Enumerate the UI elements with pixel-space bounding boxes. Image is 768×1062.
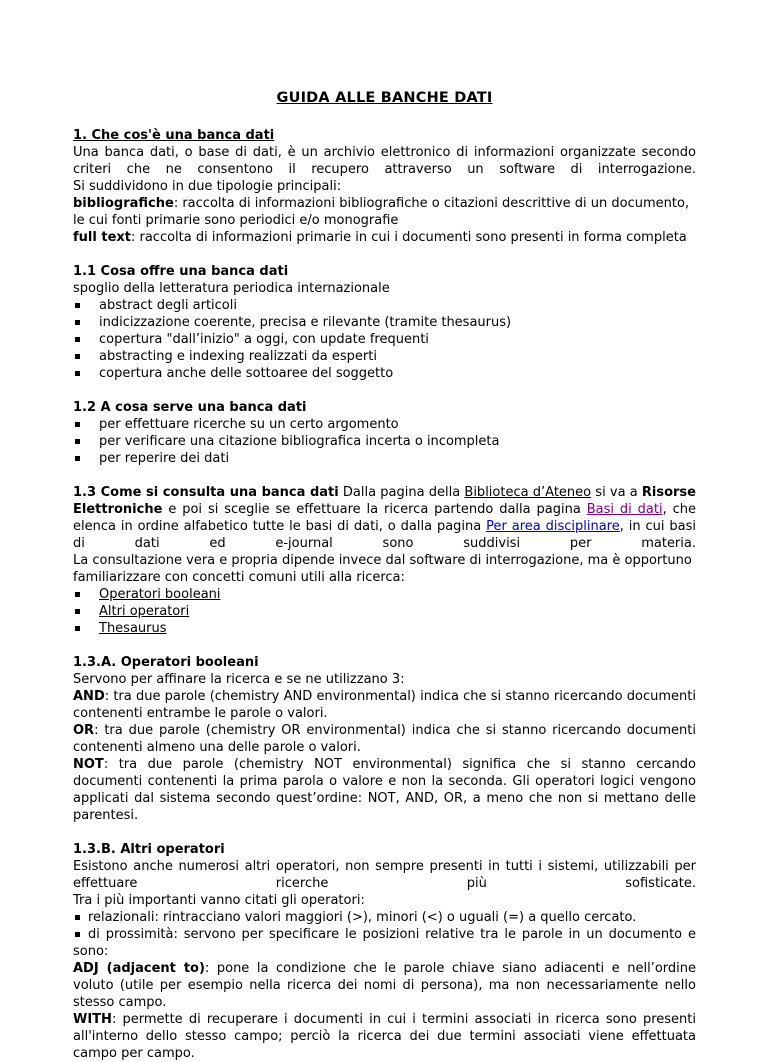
paragraph-line: all'interno dello stesso campo; perciò la ricerca dei due termini associati viene effettuata — [73, 1029, 696, 1044]
definition-and — [73, 688, 696, 705]
term-bibliografiche: bibliografiche — [73, 196, 174, 211]
list-item-prossimita: di prossimità: servono per specificare le posizioni relative tra le parole in un documento e — [73, 926, 696, 943]
text: : tra due parole (chemistry OR environmental) indica che si stanno ricercando documenti — [94, 723, 696, 738]
section-heading-1-3: 1.3 Come si consulta una banca dati — [73, 485, 339, 500]
paragraph-line: criteri che ne consentono il recupero attraverso un software di interrogazione. — [73, 162, 696, 177]
link-thesaurus[interactable]: Thesaurus — [99, 621, 167, 636]
definition-text: : raccolta di informazioni primarie in cui i documenti sono presenti in forma completa — [130, 230, 687, 245]
paragraph-line: Servono per affinare la ricerca e se ne utilizzano 3: — [73, 672, 405, 687]
list-item: per effettuare ricerche su un certo argomento — [73, 416, 696, 433]
term-with: WITH — [73, 1012, 112, 1027]
term-full-text: full text — [73, 230, 131, 245]
list-item: per reperire dei dati — [73, 450, 696, 467]
paragraph-line: applicati dal sistema secondo quest’ordine: NOT, AND, OR, a meno che non si mettano delle — [73, 791, 696, 806]
paragraph-line: effettuare ricerche più sofisticate. — [73, 876, 696, 891]
list-item-relazionali: relazionali: rintracciano valori maggiori (>), minori (<) o uguali (=) a quello cercato. — [73, 909, 696, 926]
definition-with — [73, 1011, 696, 1028]
link-basi-di-dati[interactable]: Basi di dati — [586, 502, 663, 517]
paragraph-line: spoglio della letteratura periodica internazionale — [73, 281, 390, 296]
link-biblioteca-ateneo[interactable]: Biblioteca d’Ateneo — [464, 485, 592, 500]
paragraph-line: familiarizzare con concetti comuni utili alla ricerca: — [73, 570, 405, 585]
text: e poi si sceglie se effettuare la ricerca partendo dalla pagina — [162, 502, 587, 517]
definition-full-text — [73, 229, 696, 246]
link-altri-operatori[interactable]: Altri operatori — [99, 604, 190, 619]
list-item: copertura anche delle sottoaree del soggetto — [73, 365, 696, 382]
definition-or — [73, 722, 696, 739]
text: : tra due parole (chemistry AND environmental) indica che si stanno ricercando documenti — [104, 689, 696, 704]
definition-not — [73, 756, 696, 773]
term-elettroniche: Elettroniche — [73, 502, 163, 517]
purpose-list — [73, 416, 696, 467]
offer-list — [73, 297, 696, 382]
paragraph-line — [73, 484, 696, 501]
list-item: abstracting e indexing realizzati da esperti — [73, 348, 696, 365]
paragraph-line — [73, 518, 696, 535]
paragraph-line: di dati ed e-journal sono suddivisi per materia. — [73, 536, 696, 551]
term-or: OR — [73, 723, 95, 738]
section-heading-1-2: 1.2 A cosa serve una banca dati — [73, 400, 307, 415]
paragraph-line: le cui fonti primarie sono periodici e/o monografie — [73, 213, 399, 228]
paragraph-line: documenti contenenti la prima parola o valore e non la seconda. Gli operatori logici vengono — [73, 774, 696, 789]
list-item: per verificare una citazione bibliografica incerta o incompleta — [73, 433, 696, 450]
paragraph-line: contenenti entrambe le parole o valori. — [73, 706, 328, 721]
paragraph-line: campo per campo. — [73, 1046, 195, 1061]
definition-text: : raccolta di informazioni bibliografiche o citazioni descrittive di un documento, — [173, 196, 690, 211]
paragraph-line: Tra i più importanti vanno citati gli operatori: — [73, 893, 365, 908]
page-title: GUIDA ALLE BANCHE DATI — [276, 90, 493, 106]
term-risorse: Risorse — [641, 485, 696, 500]
text: : tra due parole (chemistry NOT environmental) significa che si stanno cercando — [103, 757, 696, 772]
paragraph-line: Una banca dati, o base di dati, è un archivio elettronico di informazioni organizzate secondo — [73, 145, 696, 160]
text: : pone la condizione che le parole chiave siano adiacenti e nell’ordine — [204, 961, 696, 976]
paragraph-line: Si suddividono in due tipologie principali: — [73, 179, 342, 194]
text: Dalla pagina della — [338, 485, 465, 500]
link-area-disciplinare[interactable]: Per area disciplinare — [486, 519, 620, 534]
list-item — [73, 620, 696, 637]
definition-adj — [73, 960, 696, 977]
link-operatori-booleani[interactable]: Operatori booleani — [99, 587, 221, 602]
paragraph-line: sono: — [73, 944, 109, 959]
paragraph-line: parentesi. — [73, 808, 139, 823]
term-adj: ADJ (adjacent to) — [73, 961, 205, 976]
text: : permette di recuperare i documenti in cui i termini associati in ricerca sono presenti — [111, 1012, 696, 1027]
section-heading-1-1: 1.1 Cosa offre una banca dati — [73, 264, 289, 279]
section-heading-1-3-b: 1.3.B. Altri operatori — [73, 842, 225, 857]
paragraph-line: Esistono anche numerosi altri operatori, non sempre presenti in tutti i sistemi, utilizzabili per — [73, 859, 696, 874]
text: , in cui basi — [619, 519, 696, 534]
section-heading-1-3-a: 1.3.A. Operatori booleani — [73, 655, 259, 670]
paragraph-line: contenenti almeno una delle parole o valori. — [73, 740, 361, 755]
term-and: AND — [73, 689, 105, 704]
list-item: copertura "dall’inizio" a oggi, con update frequenti — [73, 331, 696, 348]
paragraph-line — [73, 501, 696, 518]
definition-bibliografiche — [73, 195, 696, 212]
list-item: indicizzazione coerente, precisa e rilevante (tramite thesaurus) — [73, 314, 696, 331]
text: si va a — [591, 485, 642, 500]
paragraph-line: stesso campo. — [73, 995, 167, 1010]
text: , che — [662, 502, 696, 517]
list-item — [73, 586, 696, 603]
concept-links-list — [73, 586, 696, 637]
paragraph-line: La consultazione vera e propria dipende invece dal software di interrogazione, ma è opportuno — [73, 553, 692, 568]
section-heading-1: 1. Che cos'è una banca dati — [73, 128, 275, 143]
term-not: NOT — [73, 757, 104, 772]
paragraph-line: voluto (utile per esempio nella ricerca dei nomi di persona), ma non necessariamente nello — [73, 978, 696, 993]
text: elenca in ordine alfabetico tutte le basi di dati, o dalla pagina — [73, 519, 487, 534]
document-body — [73, 127, 696, 1062]
list-item: abstract degli articoli — [73, 297, 696, 314]
list-item — [73, 603, 696, 620]
